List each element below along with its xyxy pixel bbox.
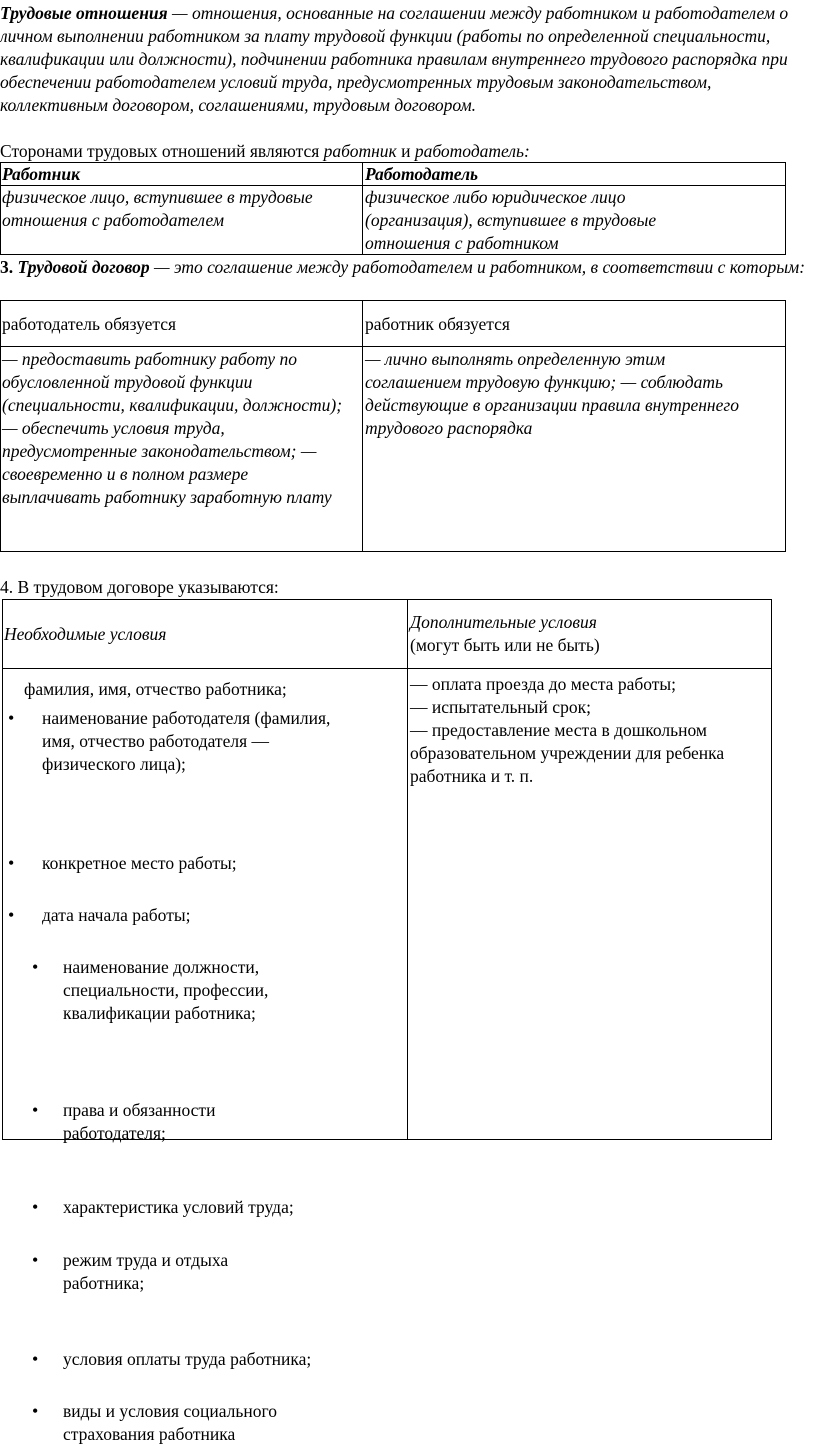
table3-additional-3: — предоставление места в дошкольном образовательном учреждении для ребенка работника и т. п. bbox=[410, 720, 725, 786]
table2-header-employer: работодатель обязуется bbox=[2, 314, 177, 334]
section3-term: Трудовой договор bbox=[17, 257, 150, 277]
table3-additional-1: — оплата проезда до места работы; bbox=[410, 674, 677, 694]
list-item: • режим труда и отдыха работника; bbox=[63, 1249, 313, 1295]
table1-header-employer: Работодатель bbox=[365, 164, 479, 184]
intro-term: Трудовые отношения bbox=[0, 3, 168, 23]
sides-line bbox=[0, 140, 808, 163]
section3-definition: — это соглашение между работодателем и работником, в соответствии с которым: bbox=[149, 257, 806, 277]
table3-header-additional: Дополнительные условия bbox=[410, 612, 597, 632]
table2-employer-duties: — предоставить работнику работу по обусловленной трудовой функции (специальности, квалификации, должности); — обеспечить условия труда, предусмотренные законодательством; — своевременно и в полном размере выплачивать работнику заработную плату bbox=[2, 349, 343, 507]
and-word: и bbox=[396, 141, 415, 161]
list-item: • наименование работодателя (фамилия, имя, отчество работодателя — физического лица); bbox=[42, 707, 357, 776]
intro-paragraph bbox=[0, 2, 808, 117]
table1-employee-cell: физическое лицо, вступившее в трудовые отношения с работодателем bbox=[2, 187, 313, 230]
table3-additional-2: — испытательный срок; bbox=[410, 697, 591, 717]
table3-header-required: Необходимые условия bbox=[4, 624, 167, 644]
list-item: • наименование должности, специальности, профессии, квалификации работника; bbox=[63, 956, 313, 1025]
table2-header-employee: работник обязуется bbox=[365, 314, 510, 334]
sides-prefix: Сторонами трудовых отношений являются bbox=[0, 141, 324, 161]
list-item: • виды и условия социального страхования работника bbox=[63, 1400, 323, 1446]
list-item: • условия оплаты труда работника; bbox=[63, 1348, 383, 1371]
section4-heading: 4. В трудовом договоре указываются: bbox=[0, 577, 279, 597]
intro-definition: — отношения, основанные на соглашении между работником и работодателем о личном выполнении работником за плату трудовой функции (работы по определенной специальности, квалификации или должности), подчинении работника правилам внутреннего трудового распорядка при обеспечении работодателем условий труда, предусмотренных трудовым законодательством, коллективным договором, соглашениями, трудовым договором. bbox=[0, 3, 789, 115]
employer-word: работодатель: bbox=[414, 141, 530, 161]
table2-employee-duties: — лично выполнять определенную этим соглашением трудовую функцию; — соблюдать действующие в организации правила внутреннего трудового распорядка bbox=[365, 349, 739, 438]
list-item: • права и обязанности работодателя; bbox=[63, 1099, 313, 1145]
list-item: • конкретное место работы; bbox=[42, 852, 372, 875]
section3-paragraph bbox=[0, 256, 816, 279]
employee-word: работник bbox=[323, 141, 397, 161]
list-item: • дата начала работы; bbox=[42, 904, 372, 927]
table1-header-employee: Работник bbox=[2, 164, 80, 184]
section3-number: 3. bbox=[0, 257, 14, 277]
table1-employer-cell: физическое либо юридическое лицо (организация), вступившее в трудовые отношения с работником bbox=[365, 187, 657, 253]
table3-first-item: фамилия, имя, отчество работника; bbox=[24, 679, 287, 699]
table3-header-additional-note: (могут быть или не быть) bbox=[410, 635, 600, 655]
list-item: • характеристика условий труда; bbox=[63, 1196, 363, 1219]
